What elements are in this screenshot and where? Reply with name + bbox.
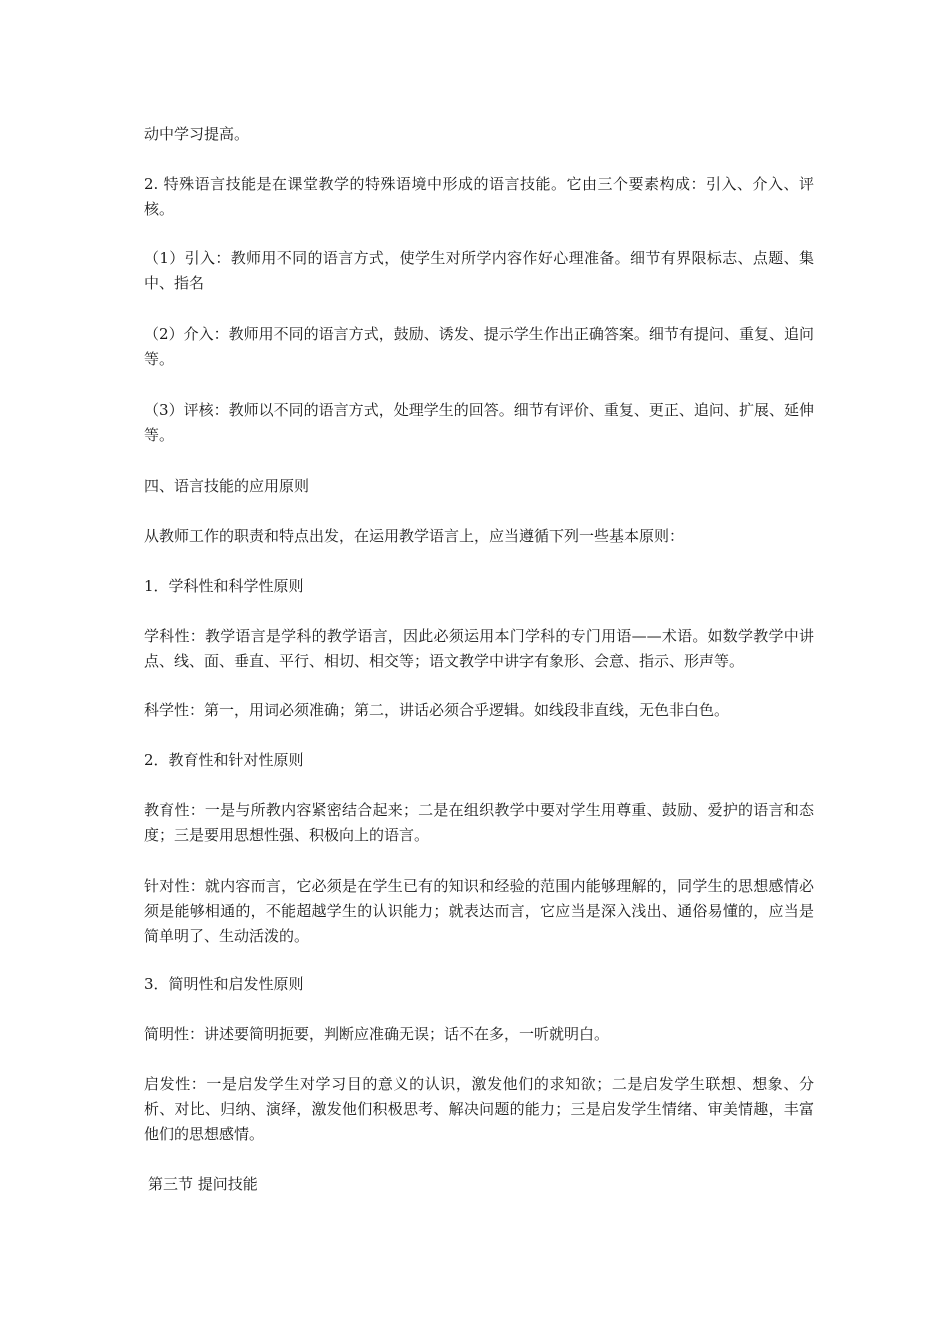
- paragraph-special-language-skill: 2. 特殊语言技能是在课堂教学的特殊语境中形成的语言技能。它由三个要素构成：引入、介入、评核。: [144, 175, 814, 218]
- paragraph-continuation: 动中学习提高。: [144, 125, 250, 143]
- subheading-principle-1: 1．学科性和科学性原则: [144, 577, 304, 595]
- paragraph-introduction: （1）引入：教师用不同的语言方式，使学生对所学内容作好心理准备。细节有界限标志、点题、集中、指名: [144, 249, 814, 292]
- paragraph-scientificity: 科学性：第一，用词必须准确；第二，讲话必须合乎逻辑。如线段非直线，无色非白色。: [144, 701, 730, 719]
- paragraph-educational: 教育性：一是与所教内容紧密结合起来；二是在组织教学中要对学生用尊重、鼓励、爱护的语言和态度；三是要用思想性强、积极向上的语言。: [144, 801, 814, 844]
- paragraph-heuristic: 启发性：一是启发学生对学习目的意义的认识，激发他们的求知欲；二是启发学生联想、想象、分析、对比、归纳、演绎，激发他们积极思考、解决问题的能力；三是启发学生情绪、审美情趣，丰富他们的思想感情。: [144, 1075, 814, 1143]
- paragraph-intervention: （2）介入：教师用不同的语言方式，鼓励、诱发、提示学生作出正确答案。细节有提问、重复、追问等。: [144, 325, 814, 368]
- paragraph-pertinence: 针对性：就内容而言，它必须是在学生已有的知识和经验的范围内能够理解的，同学生的思想感情必须是能够相通的，不能超越学生的认识能力；就表达而言，它应当是深入浅出、通俗易懂的，应当是简单明了、生动活泼的。: [144, 877, 814, 945]
- paragraph-disciplinarity: 学科性：教学语言是学科的教学语言，因此必须运用本门学科的专门用语——术语。如数学教学中讲点、线、面、垂直、平行、相切、相交等；语文教学中讲字有象形、会意、指示、形声等。: [144, 627, 814, 670]
- paragraph-conciseness: 简明性：讲述要简明扼要，判断应准确无误；话不在多，一听就明白。: [144, 1025, 610, 1043]
- subheading-principle-3: 3．简明性和启发性原则: [144, 975, 304, 993]
- section-heading-principles: 四、语言技能的应用原则: [144, 477, 310, 495]
- section-heading-questioning-skill: 第三节 提问技能: [148, 1175, 258, 1193]
- paragraph-evaluation: （3）评核：教师以不同的语言方式，处理学生的回答。细节有评价、重复、更正、追问、扩展、延伸等。: [144, 401, 814, 444]
- subheading-principle-2: 2．教育性和针对性原则: [144, 751, 304, 769]
- paragraph-principles-intro: 从教师工作的职责和特点出发，在运用教学语言上，应当遵循下列一些基本原则：: [144, 527, 685, 545]
